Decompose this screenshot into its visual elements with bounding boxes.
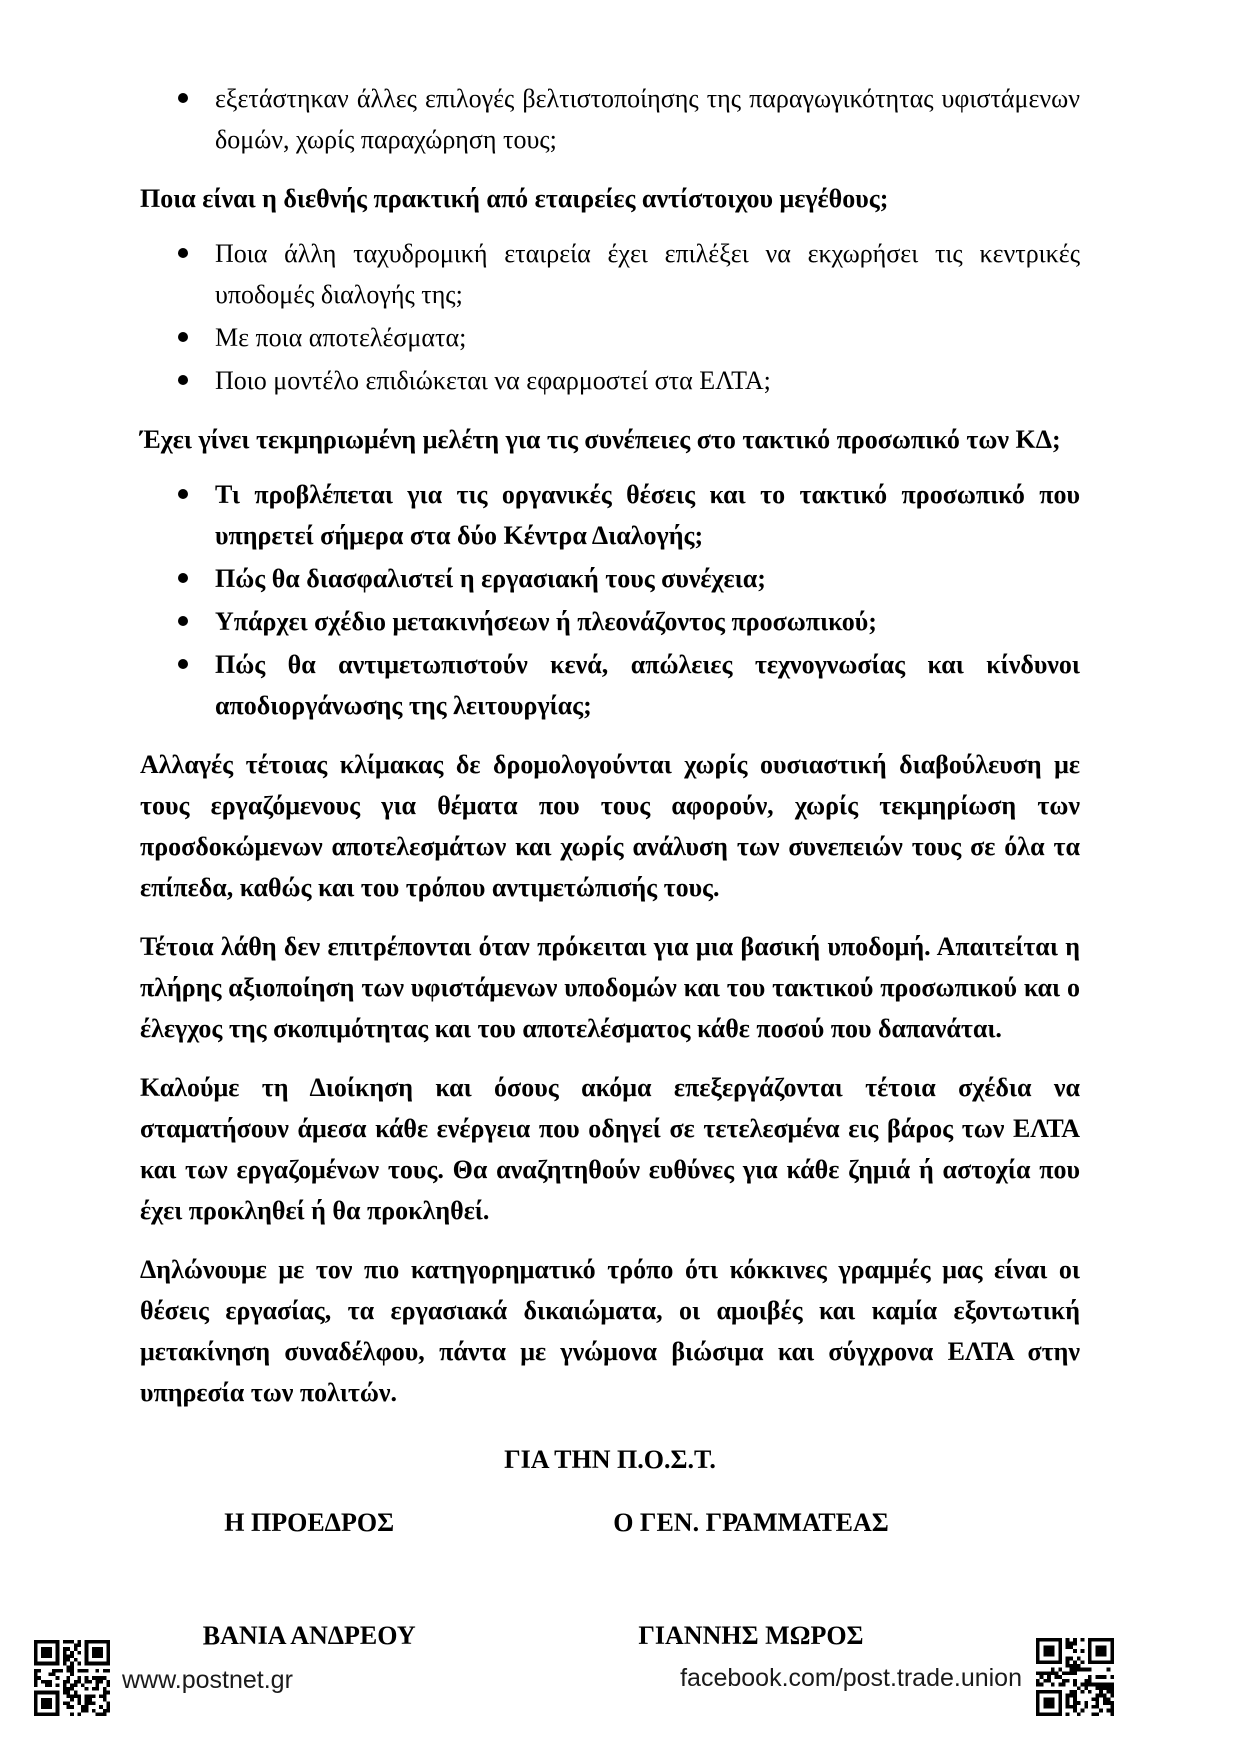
bullet-text: Πώς θα αντιμετωπιστούν κενά, απώλειες τεχνογνωσίας και κίνδυνοι αποδιοργάνωσης της λειτουργίας;	[215, 650, 1080, 720]
bullet-marker-icon	[178, 93, 188, 103]
bullet-item	[140, 474, 1080, 556]
signature-role-secretary: Ο ΓΕΝ. ΓΡΑΜΜΑΤΕΑΣ	[613, 1508, 889, 1537]
paragraph-red-lines: Δηλώνουμε με τον πιο κατηγορηματικό τρόπο ότι κόκκινες γραμμές μας είναι οι θέσεις εργασίας, τα εργασιακά δικαιώματα, οι αμοιβές και καμία εξοντωτική μετακίνηση συναδέλφου, πάντα με γνώμονα βιώσιμα και σύγχρονα ΕΛΤΑ στην υπηρεσία των πολιτών.	[140, 1255, 1080, 1407]
website-url: www.postnet.gr	[122, 1666, 293, 1694]
signature-roles-row	[140, 1502, 1080, 1543]
heading-personnel-study: Έχει γίνει τεκμηριωμένη μελέτη για τις συνέπειες στο τακτικό προσωπικό των ΚΔ;	[140, 425, 1061, 454]
bullet-marker-icon	[178, 248, 188, 258]
bullet-item	[140, 558, 1080, 599]
signature-gap	[478, 1502, 534, 1543]
bullet-marker-icon	[178, 375, 188, 385]
bullet-text: Τι προβλέπεται για τις οργανικές θέσεις και το τακτικό προσωπικό που υπηρετεί σήμερα στα δύο Κέντρα Διαλογής;	[215, 480, 1080, 550]
bullet-text: Ποια άλλη ταχυδρομική εταιρεία έχει επιλέξει να εκχωρήσει τις κεντρικές υποδομές διαλογής της;	[215, 239, 1080, 309]
intro-bullet-list	[140, 78, 1080, 160]
paragraph-mistakes: Τέτοια λάθη δεν επιτρέπονται όταν πρόκειται για μια βασική υποδομή. Απαιτείται η πλήρης αξιοποίηση των υφιστάμενων υποδομών και του τακτικού προσωπικού και ο έλεγχος της σκοπιμότητας και του αποτελέσματος κάθε ποσού που δαπανάται.	[140, 932, 1080, 1043]
bullet-marker-icon	[178, 489, 188, 499]
qr-code-website-icon	[34, 1640, 110, 1716]
paragraph-changes: Αλλαγές τέτοιας κλίμακας δε δρομολογούνται χωρίς ουσιαστική διαβούλευση με τους εργαζόμενους για θέματα που τους αφορούν, χωρίς τεκμηρίωση των προσδοκώμενων αποτελεσμάτων και χωρίς ανάλυση των συνεπειών τους σε όλα τα επίπεδα, καθώς και του τρόπου αντιμετώπισής τους.	[140, 750, 1080, 902]
study-bullet-list	[140, 474, 1080, 726]
bullet-text: εξετάστηκαν άλλες επιλογές βελτιστοποίησης της παραγωγικότητας υφιστάμενων δομών, χωρίς παραχώρηση τους;	[215, 84, 1080, 154]
bullet-item	[140, 233, 1080, 315]
heading-international-practice: Ποια είναι η διεθνής πρακτική από εταιρείες αντίστοιχου μεγέθους;	[140, 184, 889, 213]
bullet-item	[140, 644, 1080, 726]
bullet-text: Με ποια αποτελέσματα;	[215, 323, 467, 352]
bullet-item	[140, 360, 1080, 401]
signature-organization-line: ΓΙΑ ΤΗΝ Π.Ο.Σ.Τ.	[504, 1445, 716, 1474]
bullet-text: Υπάρχει σχέδιο μετακινήσεων ή πλεονάζοντος προσωπικού;	[215, 607, 877, 636]
signature-role-president: Η ΠΡΟΕΔΡΟΣ	[224, 1508, 395, 1537]
bullet-marker-icon	[178, 332, 188, 342]
qr-code-facebook-icon	[1036, 1638, 1114, 1716]
practice-bullet-list	[140, 233, 1080, 401]
bullet-marker-icon	[178, 659, 188, 669]
bullet-text: Πώς θα διασφαλιστεί η εργασιακή τους συνέχεια;	[215, 564, 766, 593]
paragraph-call-to-management: Καλούμε τη Διοίκηση και όσους ακόμα επεξεργάζονται τέτοια σχέδια να σταματήσουν άμεσα κάθε ενέργεια που οδηγεί σε τετελεσμένα εις βάρος των ΕΛΤΑ και των εργαζομένων τους. Θα αναζητηθούν ευθύνες για κάθε ζημιά ή αστοχία που έχει προκληθεί ή θα προκληθεί.	[140, 1073, 1080, 1225]
bullet-marker-icon	[178, 573, 188, 583]
signature-name-secretary: ΓΙΑΝΝΗΣ ΜΩΡΟΣ	[638, 1621, 864, 1650]
bullet-item	[140, 317, 1080, 358]
document-body	[140, 0, 1080, 1656]
facebook-url: facebook.com/post.trade.union	[680, 1664, 1022, 1692]
page-footer	[0, 1636, 1241, 1722]
bullet-item	[140, 601, 1080, 642]
signature-name-president: ΒΑΝΙΑ ΑΝΔΡΕΟΥ	[202, 1621, 416, 1650]
bullet-item	[140, 78, 1080, 160]
bullet-marker-icon	[178, 616, 188, 626]
bullet-text: Ποιο μοντέλο επιδιώκεται να εφαρμοστεί στα ΕΛΤΑ;	[215, 366, 771, 395]
